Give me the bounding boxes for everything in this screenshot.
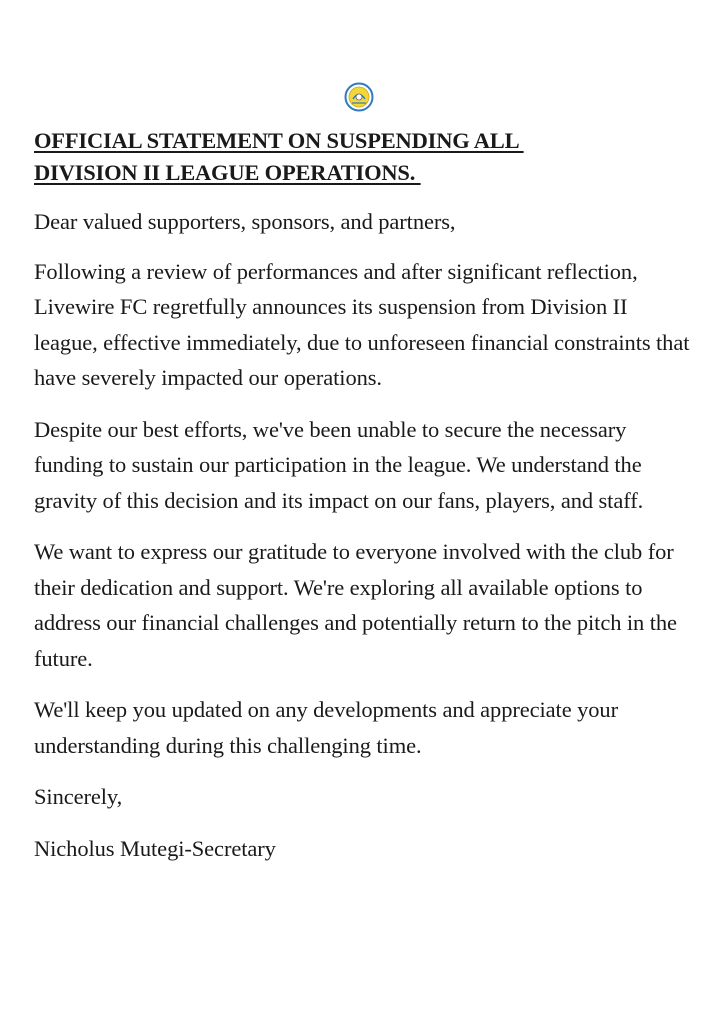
statement-title-line-2: DIVISION II LEAGUE OPERATIONS. xyxy=(34,160,421,185)
statement-page xyxy=(34,82,694,866)
paragraph-updates: We'll keep you updated on any developments and appreciate your understanding during this challenging time. xyxy=(34,697,618,758)
paragraph-gratitude: We want to express our gratitude to everyone involved with the club for their dedication and support. We're exploring all available options to address our financial challenges and potentially return to the pitch in the future. xyxy=(34,539,677,671)
club-crest-icon xyxy=(344,82,374,112)
statement-title-line-1: OFFICIAL STATEMENT ON SUSPENDING ALL xyxy=(34,128,524,153)
paragraph-suspension: Following a review of performances and after significant reflection, Livewire FC regretfully announces its suspension from Division II league, effective immediately, due to unforeseen financial constraints that have severely impacted our operations. xyxy=(34,258,690,390)
statement-title xyxy=(34,125,694,189)
signature: Nicholus Mutegi-Secretary xyxy=(34,835,276,861)
greeting: Dear valued supporters, sponsors, and partners, xyxy=(34,209,456,234)
paragraph-funding: Despite our best efforts, we've been unable to secure the necessary funding to sustain our participation in the league. We understand the gravity of this decision and its impact on our fans, players, and staff. xyxy=(34,416,644,513)
closing: Sincerely, xyxy=(34,784,123,809)
